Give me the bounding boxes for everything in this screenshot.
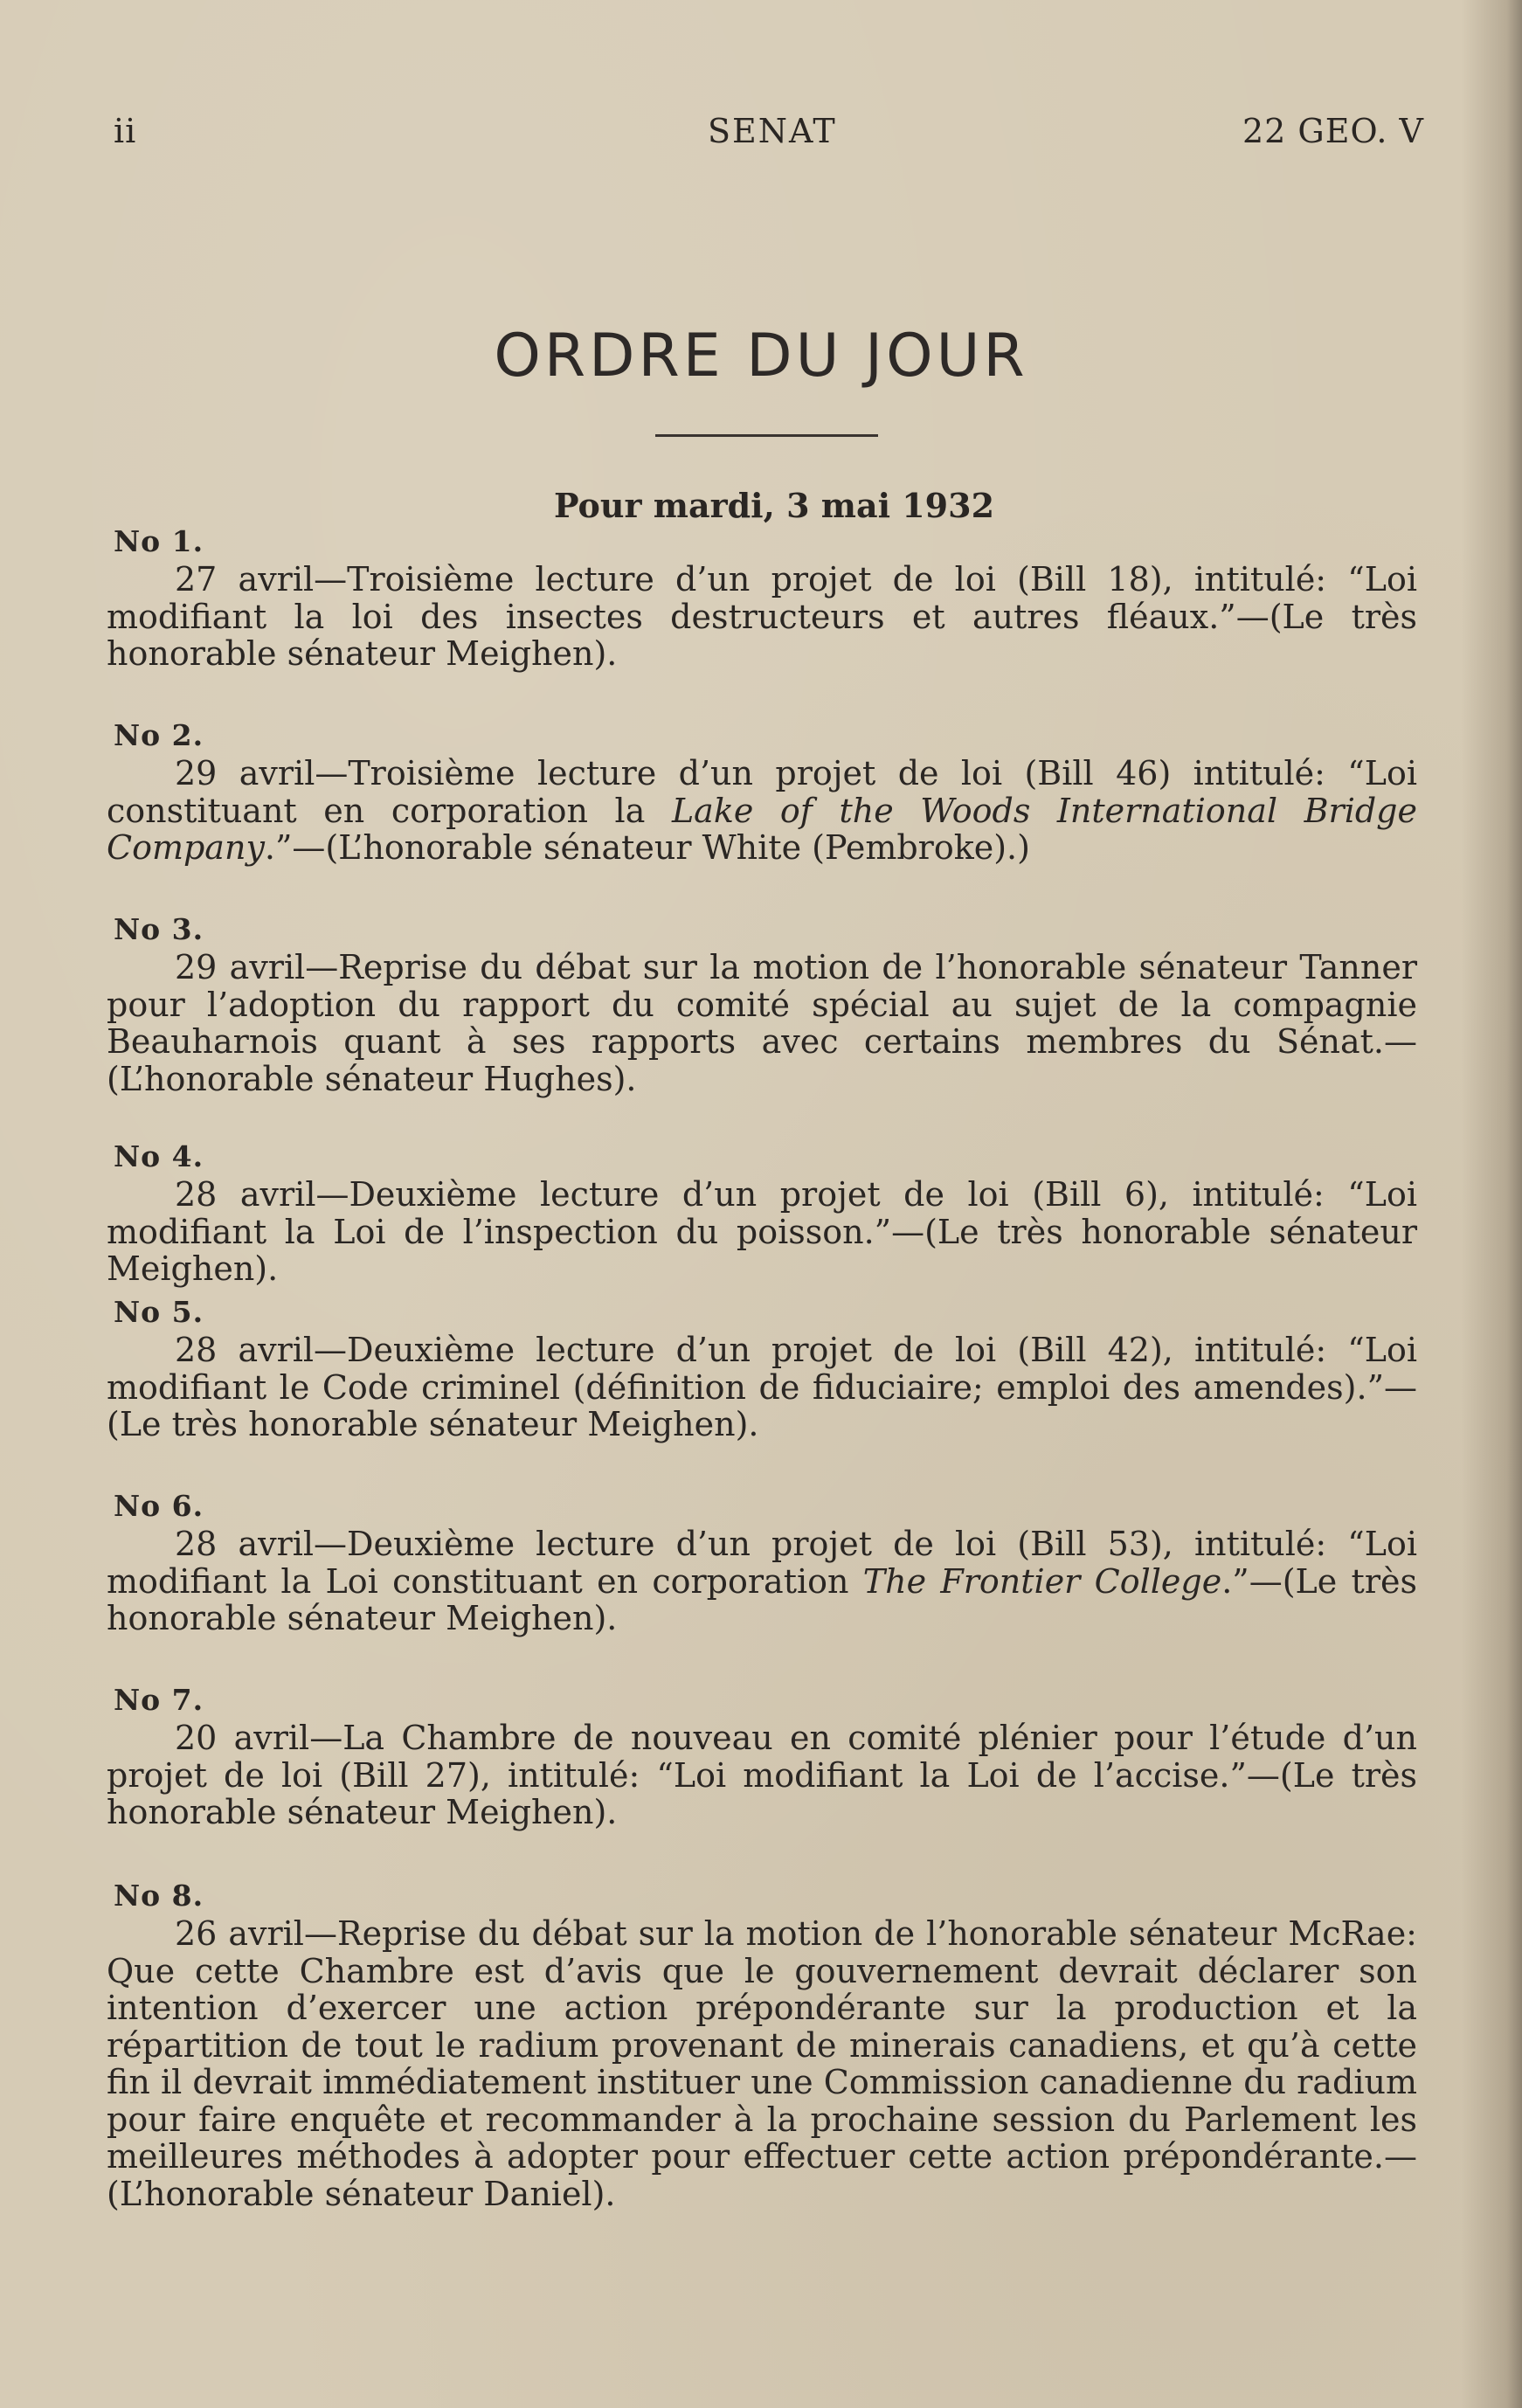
agenda-item-8	[107, 1877, 1417, 2212]
item-number: No 7.	[114, 1683, 204, 1717]
item-text: 27 avril—Troisième lecture d’un projet de loi (Bill 18), intitulé: “Loi modifiant la loi des insectes destructeurs et autres fléaux.”—(Le très honorable sénateur Meighen).	[107, 560, 1417, 673]
agenda-item-5	[107, 1293, 1417, 1443]
agenda-item-7	[107, 1681, 1417, 1831]
company-name: Lake of the Woods International Bridge Company	[107, 791, 1417, 867]
item-number: No 1.	[114, 524, 204, 558]
item-number: No 4.	[114, 1139, 204, 1173]
running-head	[114, 112, 1424, 156]
agenda-item-1	[107, 522, 1417, 673]
page-number: ii	[114, 112, 137, 150]
item-text: 28 avril—Deuxième lecture d’un projet de loi (Bill 6), intitulé: “Loi modifiant la Loi de l’inspection du poisson.”—(Le très honorable sénateur Meighen).	[107, 1175, 1417, 1288]
item-text: 28 avril—Deuxième lecture d’un projet de loi (Bill 53), intitulé: “Loi modifiant la Loi constituant en corporation The Frontier College.”—(Le très honorable sénateur Meighen).	[107, 1525, 1417, 1637]
item-number: No 3.	[114, 912, 204, 946]
item-text: 26 avril—Reprise du débat sur la motion de l’honorable sénateur McRae: Que cette Chambre est d’avis que le gouvernement devrait déclarer son intention d’exercer une action prépondérante sur la production et la répartition de tout le radium provenant de minerais canadiens, et qu’à cette fin il devrait immédiatement instituer une Commission canadienne du radium pour faire enquête et recommander à la prochaine session du Parlement les meilleures méthodes à adopter pour effectuer cette action prépondérante.—(L’honorable sénateur Daniel).	[107, 1914, 1417, 2213]
item-number: No 6.	[114, 1489, 204, 1523]
date-heading: Pour mardi, 3 mai 1932	[553, 486, 995, 525]
agenda-item-3	[107, 910, 1417, 1097]
title-divider	[655, 434, 878, 437]
agenda-item-4	[107, 1138, 1417, 1288]
agenda-item-2	[107, 716, 1417, 867]
item-text: 20 avril—La Chambre de nouveau en comité plénier pour l’étude d’un projet de loi (Bill 27), intitulé: “Loi modifiant la Loi de l’accise.”—(Le très honorable sénateur Meighen).	[107, 1719, 1417, 1831]
item-text: 29 avril—Reprise du débat sur la motion de l’honorable sénateur Tanner pour l’adoption du rapport du comité spécial au sujet de la compagnie Beauharnois quant à ses rapports avec certains membres du Sénat.—(L’honorable sénateur Hughes).	[107, 948, 1417, 1098]
item-text: 29 avril—Troisième lecture d’un projet de loi (Bill 46) intitulé: “Loi constituant en corporation la Lake of the Woods International Bridge Company.”—(L’honorable sénateur White (Pembroke).)	[107, 754, 1417, 867]
item-number: No 8.	[114, 1879, 204, 1913]
item-number: No 5.	[114, 1295, 204, 1329]
page-title: ORDRE DU JOUR	[494, 322, 1028, 391]
session-label: 22 GEO. V	[1242, 112, 1424, 150]
section-title: SENAT	[708, 112, 837, 150]
agenda-item-6	[107, 1487, 1417, 1637]
item-text: 28 avril—Deuxième lecture d’un projet de loi (Bill 42), intitulé: “Loi modifiant le Code criminel (définition de fiduciaire; emploi des amendes).”—(Le très honorable sénateur Meighen).	[107, 1331, 1417, 1443]
item-number: No 2.	[114, 718, 204, 752]
college-name: The Frontier College	[862, 1561, 1222, 1601]
